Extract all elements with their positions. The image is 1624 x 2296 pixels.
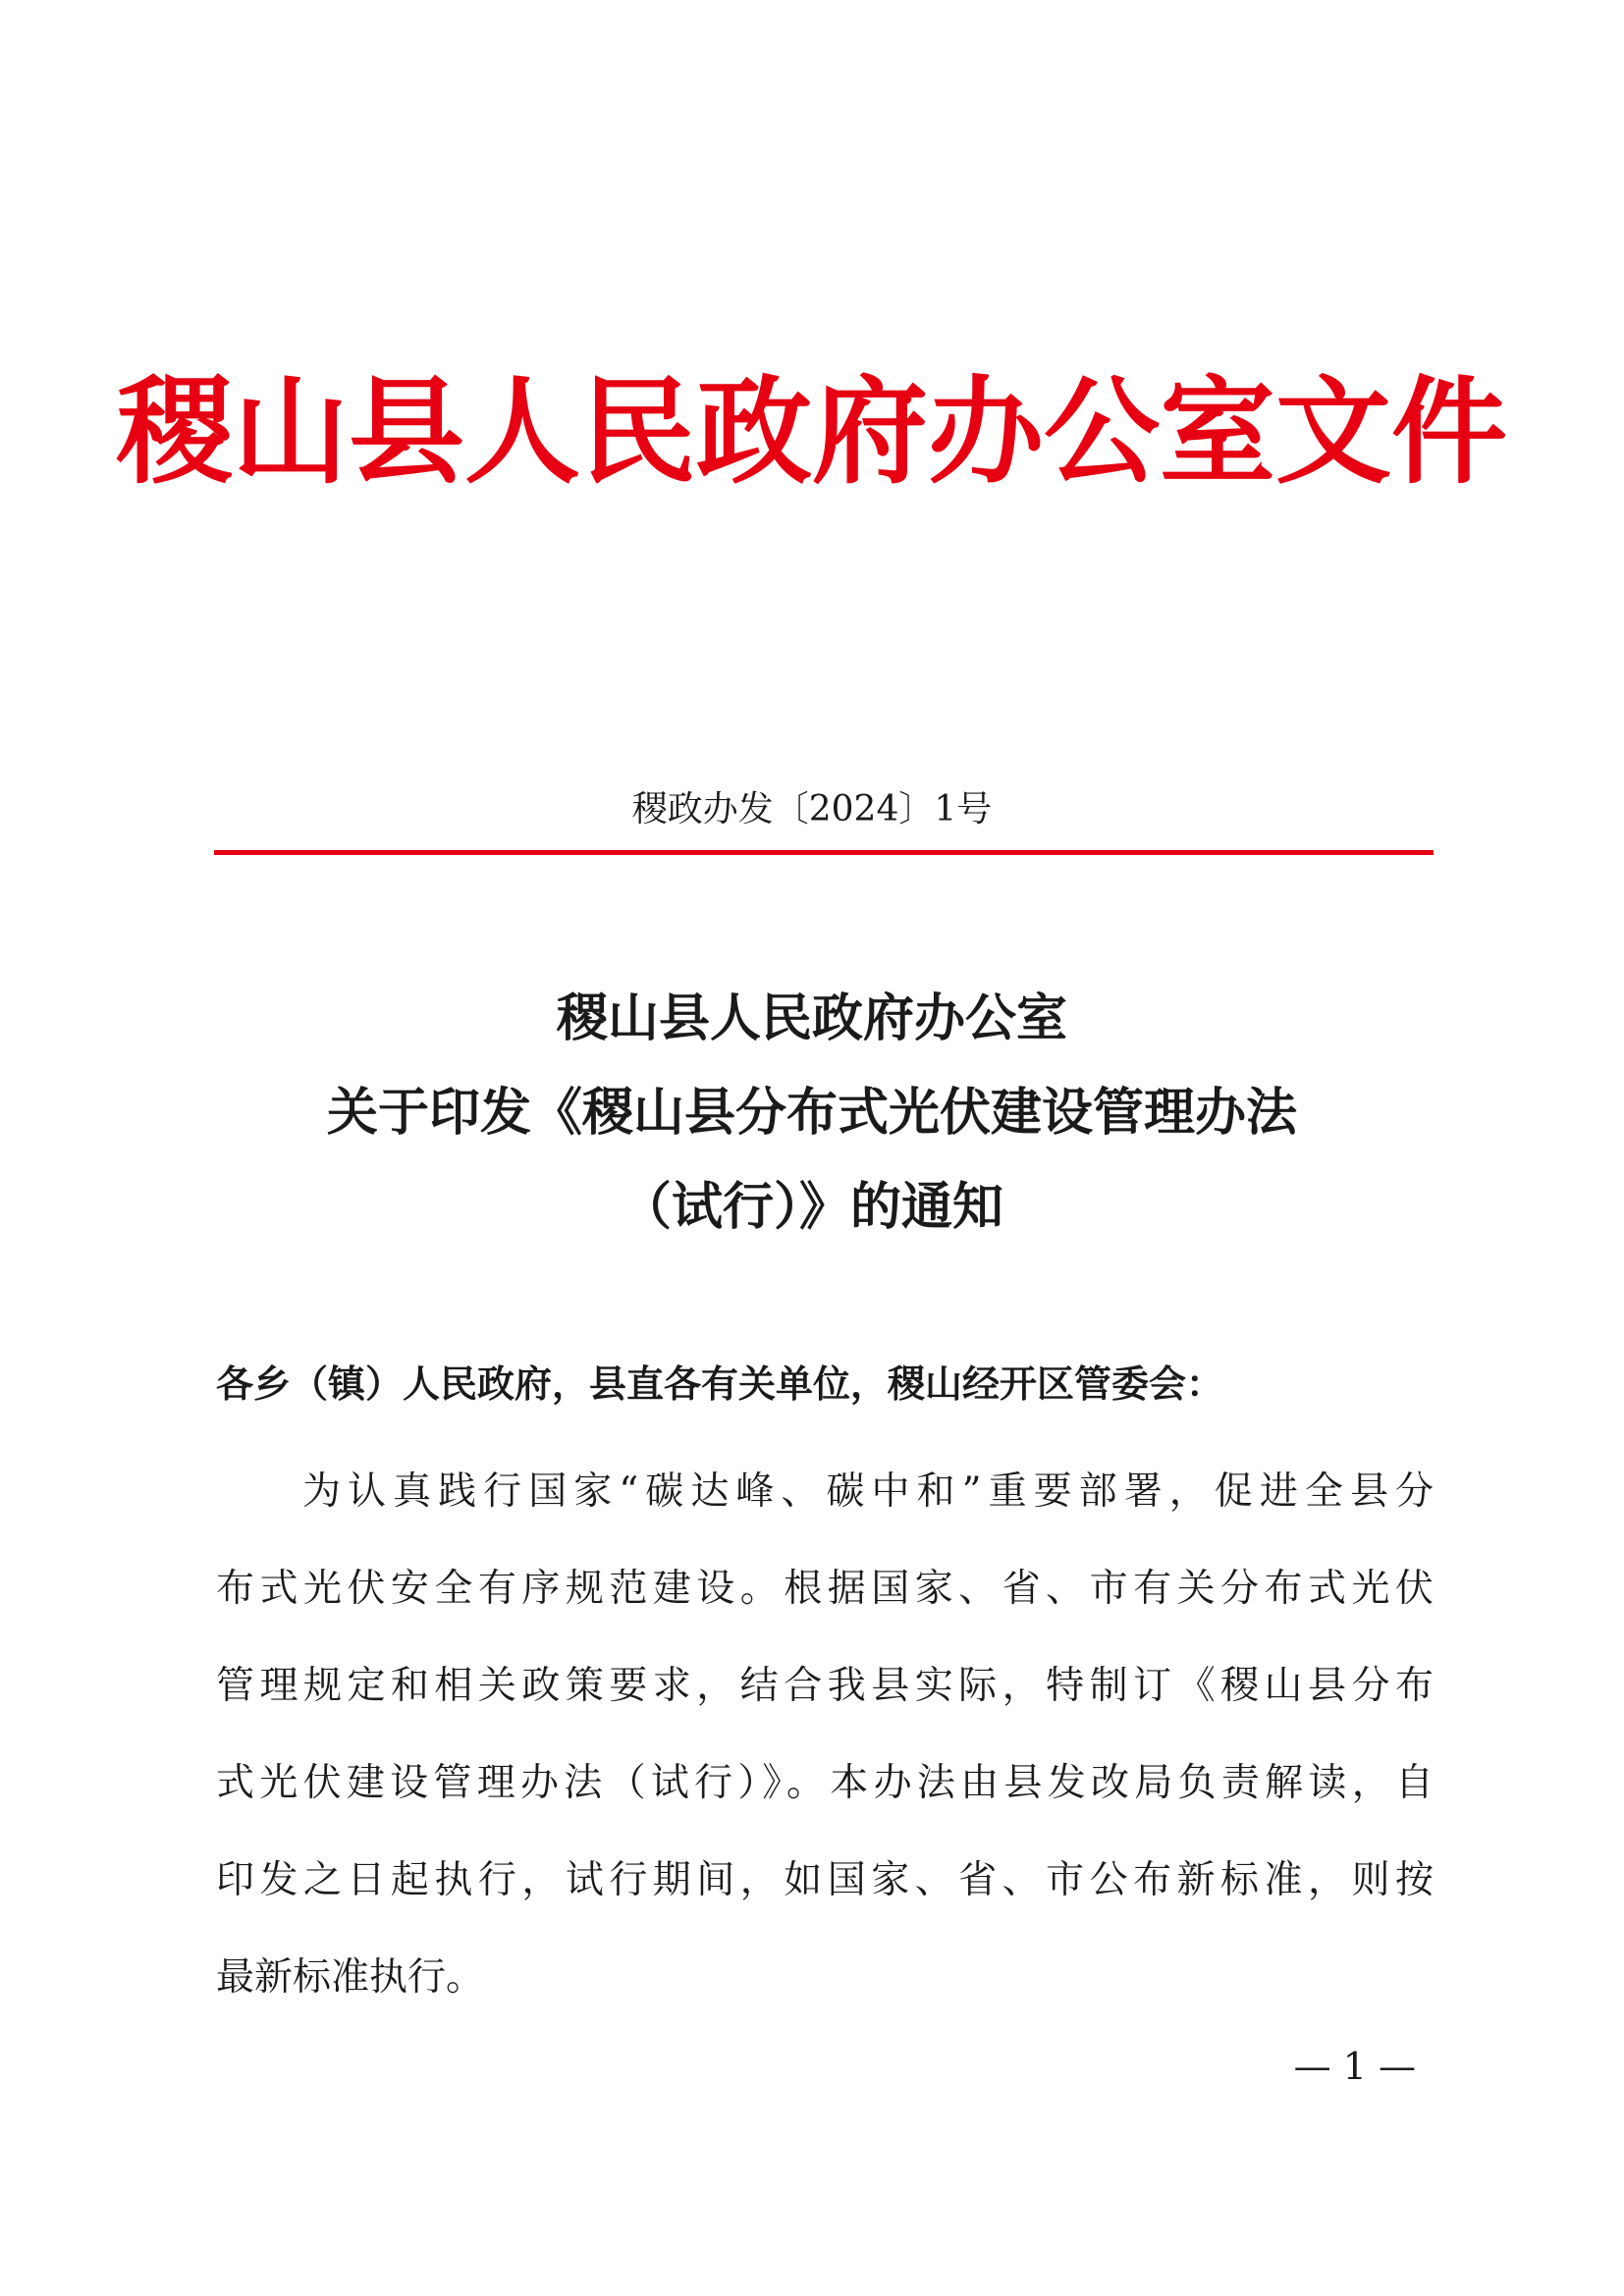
body-line: 最新标准执行。 [216, 1955, 485, 2000]
salutation: 各乡（镇）人民政府，县直各有关单位，稷山经开区管委会： [216, 1362, 1224, 1406]
document-number: 稷政办发〔2024〕1号 [631, 789, 993, 829]
body-line: 印发之日起执行，试行期间，如国家、省、市公布新标准，则按 [216, 1858, 1434, 1902]
document-title [0, 972, 1624, 1255]
body-line: 式光伏建设管理办法（试行）》。本办法由县发改局负责解读，自 [216, 1761, 1434, 1805]
body-line: 管理规定和相关政策要求，结合我县实际，特制订《稷山县分布 [216, 1664, 1434, 1708]
red-divider-rule [214, 850, 1434, 855]
body-line: 为认真践行国家“碳达峰、碳中和”重要部署，促进全县分 [302, 1469, 1434, 1514]
body-line: 布式光伏安全有序规范建设。根据国家、省、市有关分布式光伏 [216, 1567, 1434, 1611]
page-number: — 1 — [1293, 2045, 1416, 2088]
document-masthead: 稷山县人民政府办公室文件 [116, 363, 1507, 500]
title-line: （试行）》的通知 [620, 1177, 1003, 1237]
title-line: 关于印发《稷山县分布式光伏建设管理办法 [326, 1083, 1297, 1143]
body-paragraph [216, 1443, 1434, 2026]
title-line: 稷山县人民政府办公室 [556, 988, 1067, 1048]
